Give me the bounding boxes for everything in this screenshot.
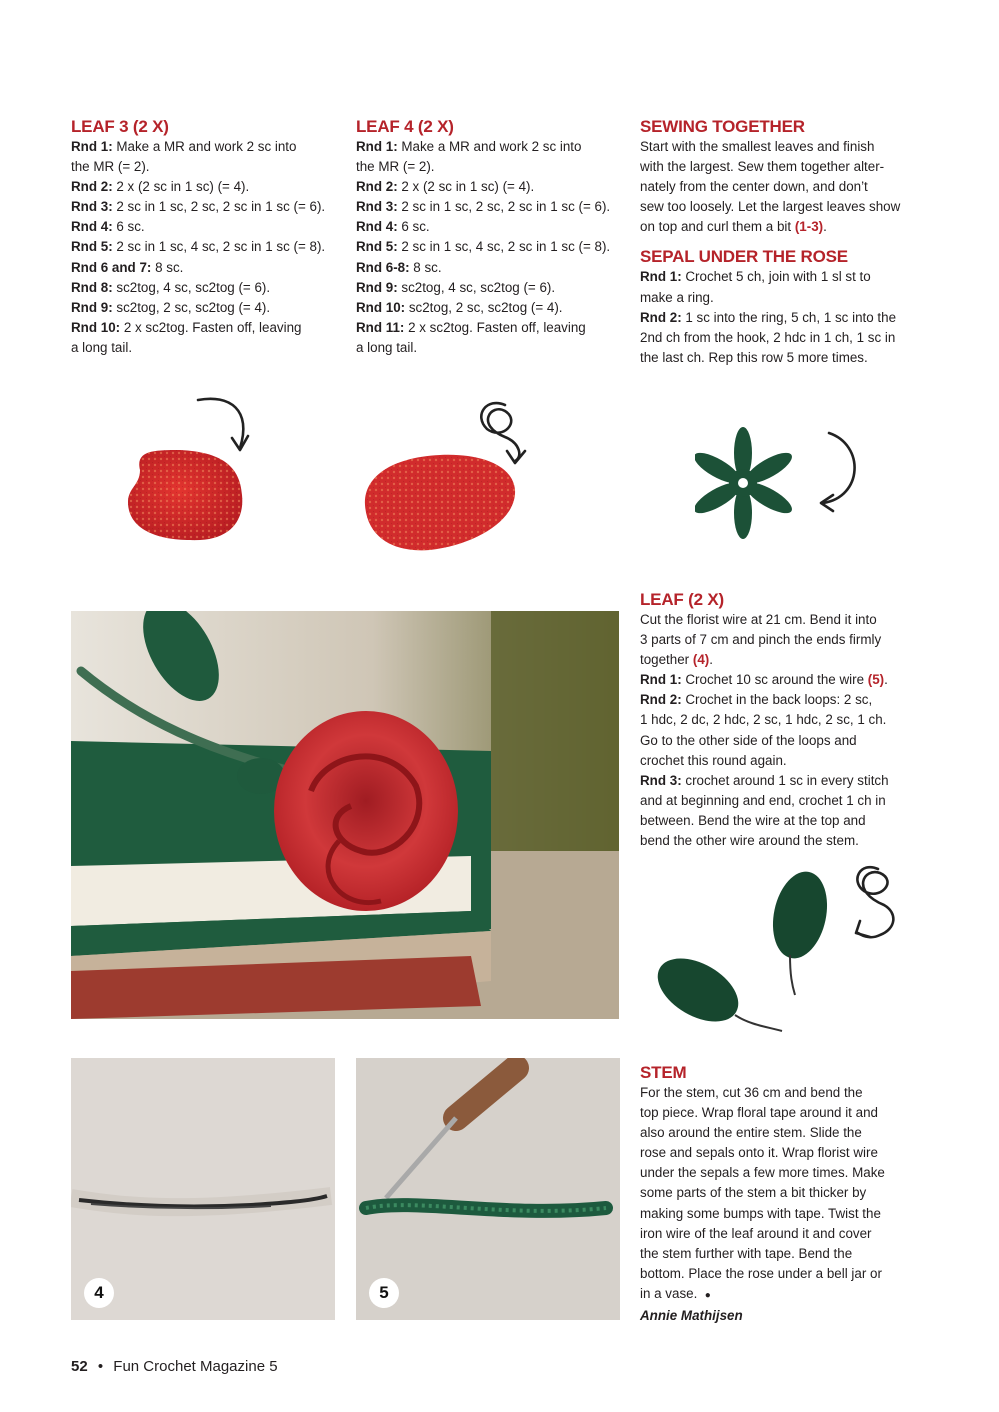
instruction-row	[356, 197, 626, 217]
instruction-row	[71, 298, 341, 318]
instruction-row	[356, 177, 626, 197]
instruction-row	[640, 771, 925, 791]
instruction-row	[640, 288, 920, 308]
round-text: Make a MR and work 2 sc into	[397, 139, 582, 154]
instruction-row	[71, 217, 341, 237]
instruction-row	[640, 731, 925, 751]
round-label: Rnd 6 and 7:	[71, 259, 152, 275]
sewing-line	[640, 217, 920, 237]
sewing-title: SEWING TOGETHER	[640, 117, 805, 136]
round-text: 2 x sc2tog. Fasten off, leaving	[120, 319, 302, 335]
stem-line: also around the entire stem. Slide the	[640, 1125, 862, 1141]
instruction-row	[71, 157, 341, 177]
round-label: Rnd 3:	[71, 199, 113, 215]
round-text: sc2tog, 4 sc, sc2tog (= 6).	[112, 279, 271, 295]
instruction-row	[356, 157, 626, 177]
sewing-line: with the largest. Sew them together alter-	[640, 159, 885, 175]
punct: .	[709, 652, 713, 668]
stem-line: under the sepals a few more times. Make	[640, 1165, 885, 1181]
leaf4-photo	[355, 385, 550, 570]
sepal-instructions	[640, 267, 920, 367]
round-text: 2 sc in 1 sc, 4 sc, 2 sc in 1 sc (= 8).	[397, 239, 611, 255]
instruction-row	[71, 137, 341, 157]
round-text: 1 hdc, 2 dc, 2 hdc, 2 sc, 1 hdc, 2 sc, 1 ch.	[640, 712, 887, 728]
photo-number-badge: 4	[84, 1278, 114, 1308]
round-text: Crochet in the back loops: 2 sc,	[681, 692, 873, 708]
instruction-row	[640, 308, 920, 328]
instruction-row	[640, 267, 920, 287]
leaf3-instructions	[71, 137, 341, 358]
round-text: 2 sc in 1 sc, 2 sc, 2 sc in 1 sc (= 6).	[397, 199, 611, 215]
round-text: sc2tog, 2 sc, sc2tog (= 4).	[405, 299, 563, 315]
sewing-section	[640, 116, 920, 368]
round-text: make a ring.	[640, 289, 714, 305]
wire-photo	[71, 1058, 335, 1320]
leaf3-section	[71, 116, 341, 358]
round-label: Rnd 3:	[640, 772, 682, 788]
round-label: Rnd 2:	[71, 179, 113, 195]
instruction-row	[71, 197, 341, 217]
round-text: sc2tog, 2 sc, sc2tog (= 4).	[112, 299, 271, 315]
leaf-line-text: together	[640, 652, 693, 668]
round-text: 6 sc.	[397, 219, 430, 235]
round-label: Rnd 3:	[356, 199, 398, 215]
instruction-row	[356, 137, 626, 157]
round-text: 2 x (2 sc in 1 sc) (= 4).	[112, 179, 250, 195]
leaf3-title: LEAF 3 (2 X)	[71, 117, 169, 136]
stem-line: making some bumps with tape. Twist the	[640, 1205, 881, 1221]
end-bullet: ●	[704, 1289, 711, 1301]
round-label: Rnd 6-8:	[356, 259, 410, 275]
stem-line: some parts of the stem a bit thicker by	[640, 1185, 867, 1201]
round-text: a long tail.	[71, 339, 133, 355]
round-label: Rnd 4:	[71, 219, 113, 235]
round-text: the MR (= 2).	[356, 159, 435, 175]
round-text: 8 sc.	[409, 259, 442, 275]
round-text: Crochet 5 ch, join with 1 sl st to	[681, 269, 871, 285]
round-text: 6 sc.	[112, 219, 145, 235]
stem-line: rose and sepals onto it. Wrap florist wire	[640, 1145, 878, 1161]
round-text: 8 sc.	[151, 259, 184, 275]
instruction-row	[71, 237, 341, 257]
leaf4-section	[356, 116, 626, 358]
instruction-row	[71, 318, 341, 338]
round-label: Rnd 5:	[356, 239, 398, 255]
round-label: Rnd 9:	[71, 299, 113, 315]
stem-line: iron wire of the leaf around it and cover	[640, 1225, 872, 1241]
stem-line: the stem further with tape. Bend the	[640, 1245, 853, 1261]
round-label: Rnd 2:	[356, 179, 398, 195]
sewing-line: sew too loosely. Let the largest leaves show	[640, 199, 901, 215]
round-label: Rnd 1:	[356, 139, 398, 154]
stem-section	[640, 1062, 925, 1326]
leaf-instructions	[640, 690, 925, 851]
instruction-row	[71, 177, 341, 197]
instruction-row	[356, 217, 626, 237]
round-label: Rnd 10:	[356, 299, 406, 315]
round-label: Rnd 4:	[356, 219, 398, 235]
sewing-last-line: on top and curl them a bit	[640, 219, 795, 235]
leaf4-title: LEAF 4 (2 X)	[356, 117, 454, 136]
round-label: Rnd 11:	[356, 319, 405, 335]
round-text: sc2tog, 4 sc, sc2tog (= 6).	[397, 279, 556, 295]
leaf-line: 3 parts of 7 cm and pinch the ends firmly	[640, 632, 882, 648]
round-text: the last ch. Rep this row 5 more times.	[640, 349, 868, 365]
page-number: 52	[71, 1358, 88, 1375]
round-text: 2 sc in 1 sc, 4 sc, 2 sc in 1 sc (= 8).	[112, 239, 326, 255]
instruction-row	[71, 258, 341, 278]
photo-ref: (1-3)	[794, 219, 824, 235]
instruction-row	[640, 328, 920, 348]
round-text: 1 sc into the ring, 5 ch, 1 sc into the	[681, 309, 897, 325]
round-text: 2 x (2 sc in 1 sc) (= 4).	[397, 179, 535, 195]
round-text: 2 sc in 1 sc, 2 sc, 2 sc in 1 sc (= 6).	[112, 199, 326, 215]
author-name: Annie Mathijsen	[640, 1308, 743, 1324]
stem-line: bottom. Place the rose under a bell jar or	[640, 1265, 882, 1281]
leaf-title: LEAF (2 X)	[640, 590, 724, 609]
sepal-photo	[695, 405, 875, 565]
instruction-row	[640, 690, 925, 710]
leaves-photo	[650, 855, 910, 1035]
instruction-row	[71, 338, 341, 358]
instruction-row	[356, 338, 626, 358]
round-text: between. Bend the wire at the top and	[640, 812, 866, 828]
round-text: Crochet 10 sc around the wire	[681, 672, 868, 688]
leaf4-instructions	[356, 137, 626, 358]
page-footer	[71, 1358, 278, 1375]
instruction-row	[640, 710, 925, 730]
instruction-row	[640, 751, 925, 771]
round-label: Rnd 1:	[640, 269, 682, 285]
instruction-row	[356, 237, 626, 257]
sepal-title: SEPAL UNDER THE ROSE	[640, 247, 848, 267]
stem-line	[640, 1284, 925, 1306]
round-label: Rnd 2:	[640, 309, 682, 325]
round-label: Rnd 2:	[640, 692, 682, 708]
punct: .	[884, 672, 888, 688]
round-label: Rnd 5:	[71, 239, 113, 255]
leaf-line: Cut the florist wire at 21 cm. Bend it into	[640, 612, 877, 627]
instruction-row	[640, 791, 925, 811]
round-text: bend the other wire around the stem.	[640, 833, 859, 849]
round-text: crochet this round again.	[640, 752, 787, 768]
crochet-wire-photo	[356, 1058, 620, 1320]
round-text: 2 x sc2tog. Fasten off, leaving	[404, 319, 586, 335]
instruction-row	[71, 278, 341, 298]
instruction-row	[356, 318, 626, 338]
sewing-text	[640, 137, 920, 237]
stem-last: in a vase.	[640, 1285, 698, 1301]
photo-ref: (4)	[692, 652, 710, 668]
footer-separator: •	[97, 1358, 104, 1375]
round-text: 2nd ch from the hook, 2 hdc in 1 ch, 1 sc in	[640, 329, 896, 345]
stem-title: STEM	[640, 1063, 687, 1082]
round-label: Rnd 8:	[71, 279, 113, 295]
round-text: a long tail.	[356, 339, 418, 355]
round-text: the MR (= 2).	[71, 159, 150, 175]
round-label: Rnd 9:	[356, 279, 398, 295]
round-text: and at beginning and end, crochet 1 ch in	[640, 792, 886, 808]
stem-line: For the stem, cut 36 cm and bend the	[640, 1085, 863, 1100]
round-label: Rnd 10:	[71, 319, 121, 335]
round-text: Go to the other side of the loops and	[640, 732, 857, 748]
instruction-row	[356, 258, 626, 278]
sewing-line: nately from the center down, and don’t	[640, 179, 868, 195]
instruction-row	[356, 298, 626, 318]
leaf3-photo	[110, 390, 270, 560]
round-label: Rnd 1:	[71, 139, 113, 154]
round-text: Make a MR and work 2 sc into	[112, 139, 297, 154]
rose-main-photo	[71, 611, 619, 1019]
leaf-section	[640, 589, 925, 851]
round-label: Rnd 1:	[640, 672, 682, 688]
magazine-name: Fun Crochet Magazine 5	[113, 1358, 278, 1375]
sewing-line: Start with the smallest leaves and finish	[640, 139, 875, 154]
instruction-row	[640, 831, 925, 851]
round-text: crochet around 1 sc in every stitch	[681, 772, 889, 788]
stem-line: top piece. Wrap floral tape around it and	[640, 1105, 878, 1121]
instruction-row	[356, 278, 626, 298]
leaf-line	[640, 650, 925, 670]
photo-ref: (5)	[867, 672, 885, 688]
punct: .	[823, 219, 827, 235]
instruction-row	[640, 811, 925, 831]
leaf-rnd1	[640, 670, 925, 690]
photo-number-badge: 5	[369, 1278, 399, 1308]
instruction-row	[640, 348, 920, 368]
